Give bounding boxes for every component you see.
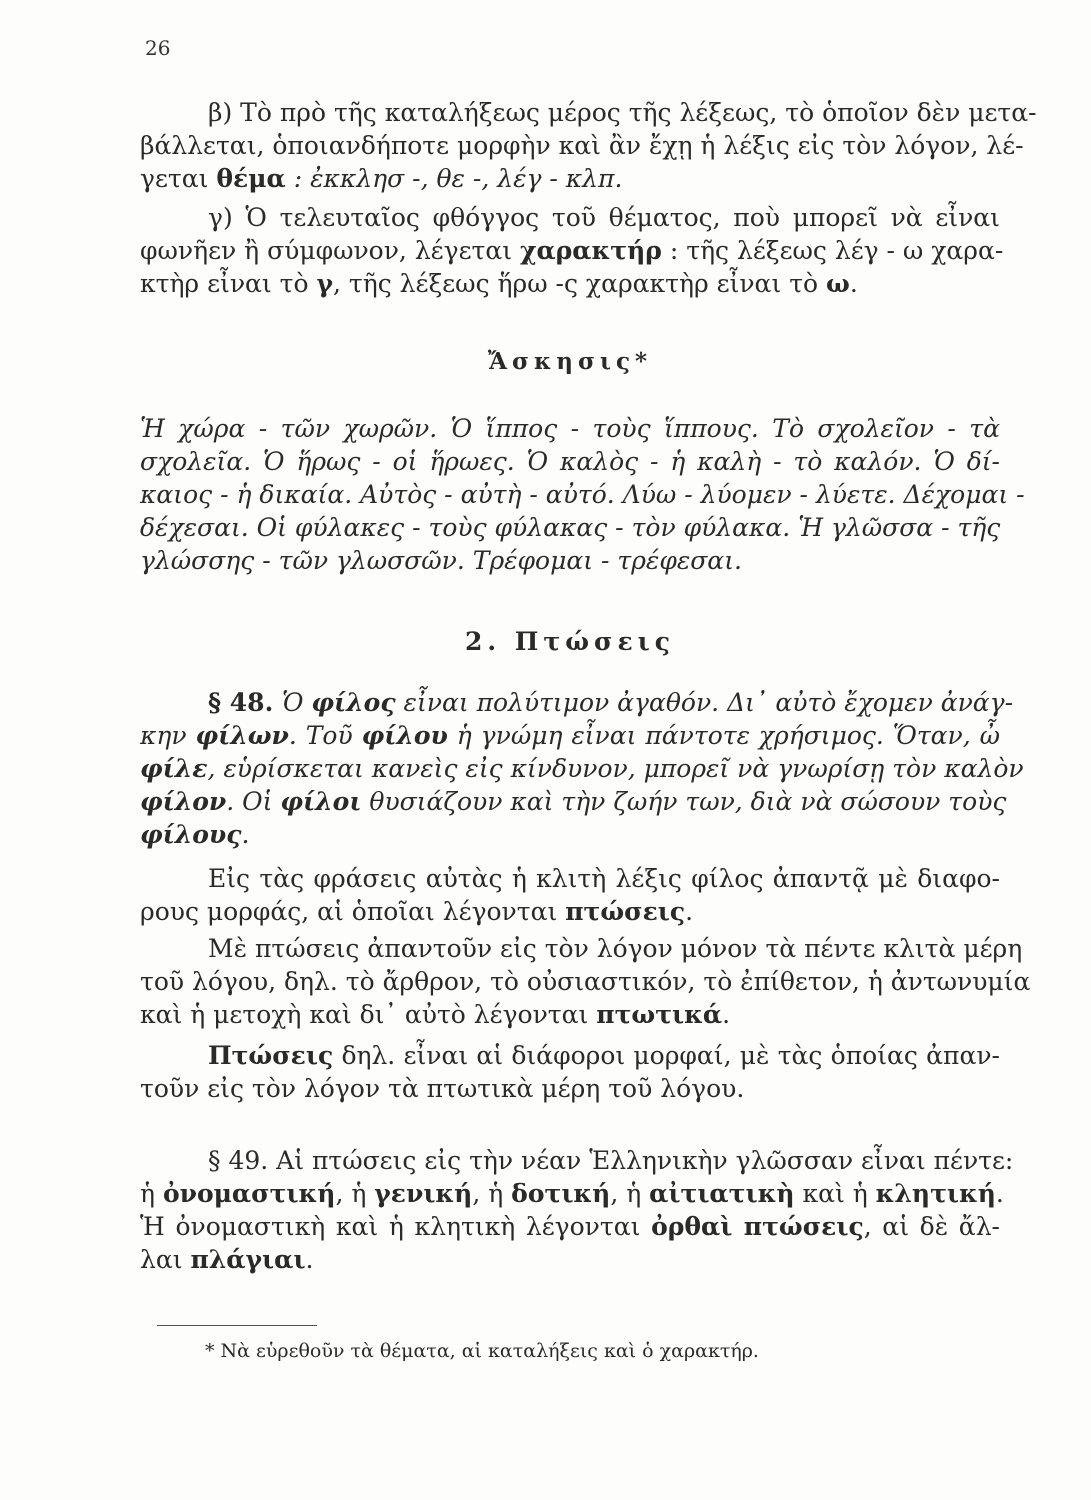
text-span: .	[305, 1245, 314, 1274]
text-span: καὶ ἡ	[794, 1179, 876, 1208]
term-ptoseis-def: Πτώσεις	[208, 1041, 334, 1070]
text-line: δέχεσαι. Οἱ φύλακες - τοὺς φύλακας - τὸν φύλακα. Ἡ γλῶσσα - τῆς	[140, 513, 1001, 542]
term-dotiki: δοτική	[511, 1179, 611, 1208]
term-klitiki: κλητική	[875, 1179, 996, 1208]
text-span: γεται	[140, 164, 209, 193]
section-gamma	[140, 201, 1004, 300]
text-span: . Οἱ	[226, 787, 281, 816]
term-thema: θέμα	[216, 164, 286, 193]
text-span: εἶναι πολύτιμον ἀγαθόν. Δι᾽ αὐτὸ ἔχομεν ἀνάγ-	[395, 688, 1014, 717]
term-file: φίλε	[140, 754, 208, 783]
text-span: .	[849, 269, 858, 298]
text-span: θυσιάζουν καὶ τὴν ζωήν των, διὰ νὰ σώσουν τοὺς	[361, 787, 1007, 816]
term-onomastiki: ὀνομαστική	[162, 1179, 336, 1208]
text-span: .	[241, 820, 250, 849]
section-heading: 2. Πτώσεις	[465, 627, 675, 656]
text-line: γ) Ὁ τελευταῖος φθόγγος τοῦ θέματος, ποὺ μπορεῖ νὰ εἶναι	[208, 203, 1000, 232]
text-span: . Τοῦ	[288, 721, 362, 750]
text-line	[140, 818, 1000, 851]
term-omega: ω	[826, 269, 850, 298]
exercise-block	[140, 412, 1025, 577]
term-gamma: γ	[316, 269, 334, 298]
text-line	[140, 998, 1000, 1031]
paragraph-48d	[140, 1039, 1000, 1105]
text-span: φωνῆεν ἢ σύμφωνον, λέγεται	[140, 236, 513, 265]
text-line	[140, 234, 1004, 267]
text-span: .	[995, 1179, 1004, 1208]
text-span: Ὁ	[281, 688, 312, 717]
text-line	[140, 719, 1000, 752]
text-line	[140, 785, 1007, 818]
text-line	[140, 686, 1014, 719]
text-line	[140, 1243, 1000, 1276]
text-line	[140, 752, 1024, 785]
text-line	[140, 895, 1000, 928]
text-span: : τῆς λέξεως λέγ - ω χαρα-	[669, 236, 1004, 265]
text-span: .	[722, 1000, 731, 1029]
text-span: καὶ ἡ μετοχὴ καὶ δι᾽ αὐτὸ λέγονται	[140, 1000, 589, 1029]
term-ptotika: πτωτικά	[596, 1000, 723, 1029]
text-span: , ἡ	[335, 1179, 375, 1208]
text-span: ἡ γνώμη εἶναι πάντοτε χρήσιμος. Ὅταν, ὦ	[447, 721, 1000, 750]
text-span: λαι	[140, 1245, 191, 1274]
text-line	[140, 267, 1000, 300]
text-span: , εὑρίσκεται κανεὶς εἰς κίνδυνον, μπορεῖ νὰ γνωρίσῃ τὸν καλὸν	[207, 754, 1024, 783]
footnote-rule	[157, 1325, 317, 1326]
text-line: § 49. Αἱ πτώσεις εἰς τὴν νέαν Ἑλληνικὴν γλῶσσαν εἶναι πέντε:	[208, 1146, 1014, 1175]
text-span: ἡ	[140, 1179, 163, 1208]
text-line	[140, 1210, 1000, 1243]
exercise-heading: Ἄσκησις*	[487, 348, 653, 375]
text-line: σχολεῖα. Ὁ ἥρως - οἱ ἥρωες. Ὁ καλὸς - ἡ καλὴ - τὸ καλόν. Ὁ δί-	[140, 447, 1000, 476]
term-aitiatiki: αἰτιατικὴ	[649, 1179, 795, 1208]
term-plagiai: πλάγιαι	[190, 1245, 306, 1274]
term-orthai-ptoseis: ὀρθαὶ πτώσεις	[651, 1212, 864, 1241]
text-span: , αἱ δὲ ἄλ-	[863, 1212, 1000, 1241]
text-span: : ἐκκλησ -, θε -, λέγ - κλπ.	[285, 164, 623, 193]
text-line: βάλλεται, ὁποιανδήποτε μορφὴν καὶ ἂν ἔχῃ ἡ λέξις εἰς τὸν λόγον, λέ-	[140, 131, 1024, 160]
term-charaktir: χαρακτήρ	[520, 236, 662, 265]
text-span: , τῆς λέξεως ἥρω -ς χαρακτὴρ εἶναι τὸ	[333, 269, 819, 298]
term-filon: φίλων	[195, 721, 289, 750]
term-filous: φίλους	[140, 820, 242, 849]
footnote: * Νὰ εὑρεθοῦν τὰ θέματα, αἱ καταλήξεις καὶ ὁ χαρακτήρ.	[205, 1340, 759, 1362]
text-line: β) Τὸ πρὸ τῆς καταλήξεως μέρος τῆς λέξεως, τὸ ὁποῖον δὲν μετα-	[208, 98, 1037, 127]
paragraph-49	[140, 1144, 1014, 1276]
paragraph-48	[140, 686, 1024, 851]
term-geniki: γενική	[374, 1179, 473, 1208]
paragraph-48b	[140, 862, 1000, 928]
text-span: , ἡ	[610, 1179, 650, 1208]
text-span: , ἡ	[472, 1179, 512, 1208]
page-number: 26	[145, 36, 171, 60]
paragraph-number: § 48.	[208, 688, 282, 717]
text-line: τοῦν εἰς τὸν λόγον τὰ πτωτικὰ μέρη τοῦ λόγου.	[140, 1074, 745, 1103]
text-line	[140, 1039, 1000, 1072]
text-span: .	[685, 897, 694, 926]
text-line: καιος - ἡ δικαία. Αὐτὸς - αὐτὴ - αὐτό. Λύω - λύομεν - λύετε. Δέχομαι -	[140, 480, 1025, 509]
text-line: Εἰς τὰς φράσεις αὐτὰς ἡ κλιτὴ λέξις φίλος ἀπαντᾷ μὲ διαφο-	[208, 864, 1000, 893]
text-span: κην	[140, 721, 196, 750]
text-line: γλώσσης - τῶν γλωσσῶν. Τρέφομαι - τρέφεσαι.	[140, 546, 742, 575]
text-line: Μὲ πτώσεις ἀπαντοῦν εἰς τὸν λόγον μόνον τὰ πέντε κλιτὰ μέρη	[208, 934, 1023, 963]
term-filos: φίλος	[311, 688, 396, 717]
text-span: δηλ. εἶναι αἱ διάφοροι μορφαί, μὲ τὰς ὁποίας ἀπαν-	[333, 1041, 1000, 1070]
text-span: κτὴρ εἶναι τὸ	[140, 269, 309, 298]
text-line	[140, 162, 1000, 195]
term-filon-acc: φίλον	[140, 787, 227, 816]
term-filoi: φίλοι	[280, 787, 362, 816]
text-span: ρους μορφάς, αἱ ὁποῖαι λέγονται	[140, 897, 558, 926]
paragraph-48c	[140, 932, 1031, 1031]
text-line: τοῦ λόγου, δηλ. τὸ ἄρθρον, τὸ οὐσιαστικόν, τὸ ἐπίθετον, ἡ ἀντωνυμία	[140, 967, 1031, 996]
term-filou: φίλου	[361, 721, 448, 750]
text-line	[140, 1177, 1004, 1210]
section-beta	[140, 96, 1037, 195]
term-ptoseis: πτώσεις	[565, 897, 686, 926]
text-span: Ἡ ὀνομαστικὴ καὶ ἡ κλητικὴ λέγονται	[140, 1212, 652, 1241]
text-line: Ἡ χώρα - τῶν χωρῶν. Ὁ ἵππος - τοὺς ἵππους. Τὸ σχολεῖον - τὰ	[140, 414, 1000, 443]
